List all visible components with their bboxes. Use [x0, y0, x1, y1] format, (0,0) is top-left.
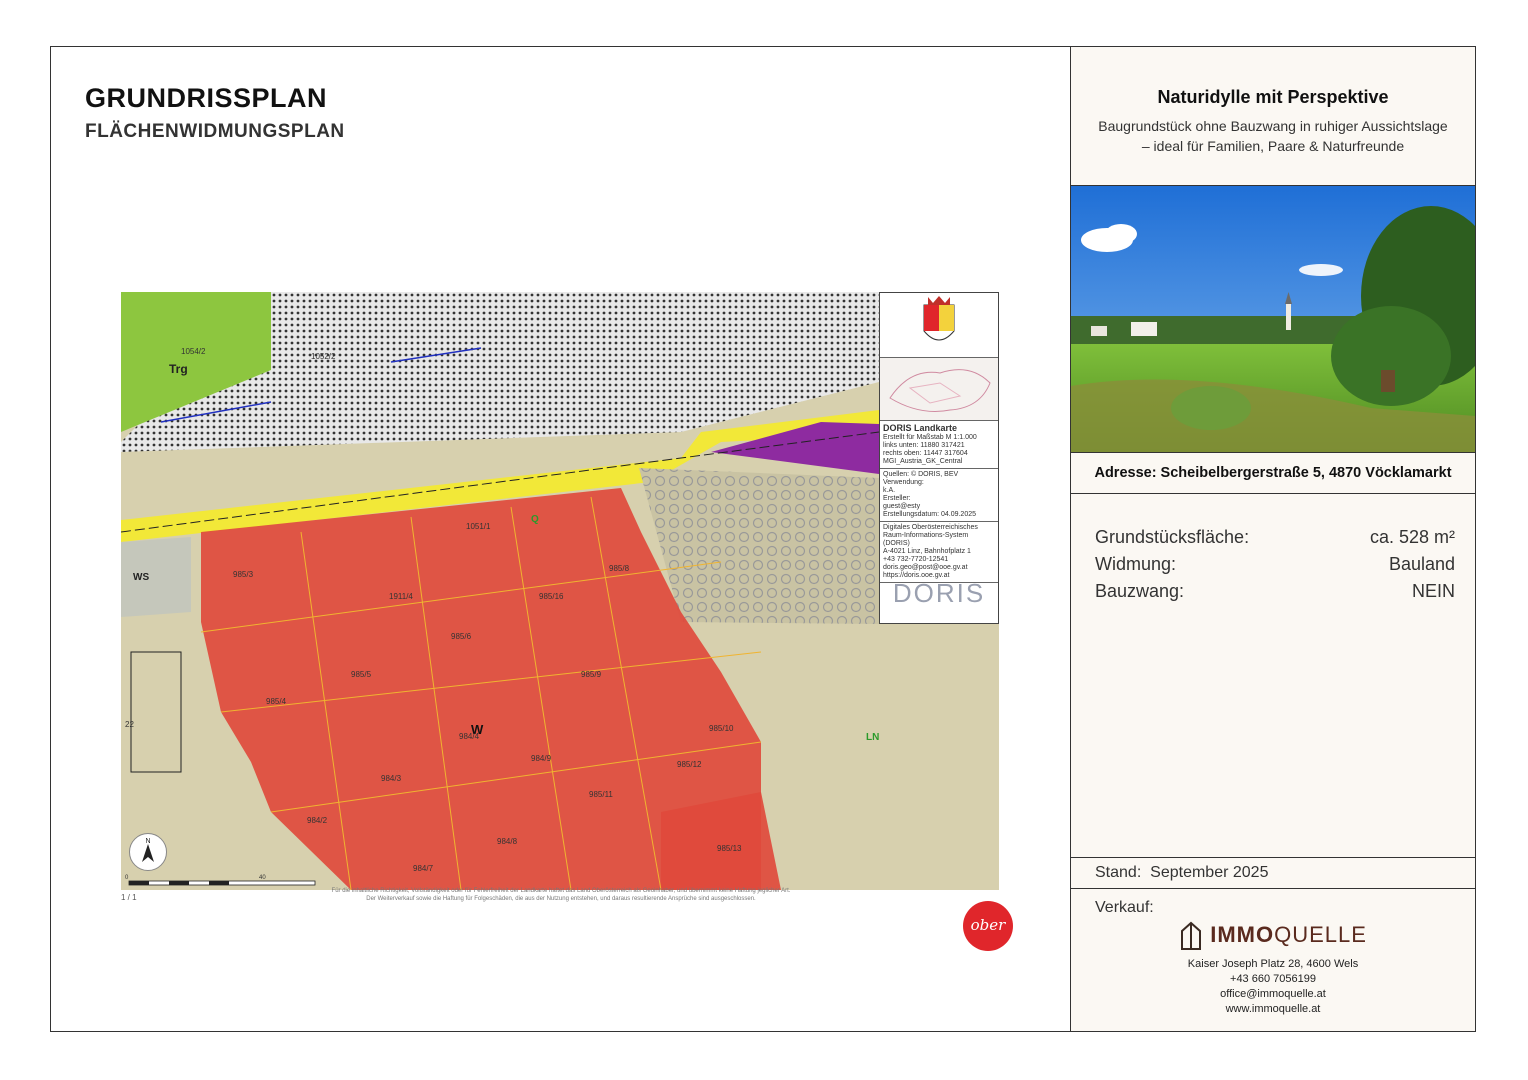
legend-contact-line: https://doris.ooe.gv.at — [883, 572, 950, 579]
ws-zone — [121, 537, 191, 617]
doris-logo-cell — [880, 578, 998, 608]
scale-start: 0 — [125, 875, 129, 881]
legend-info-cell — [880, 421, 998, 469]
legend-contact-line: doris.geo@post@ooe.gv.at — [883, 564, 968, 571]
disclaimer-line: Der Weiterverkauf sowie die Haftung für Folgeschäden, die aus der Nutzung entstehen, und daraus resultierende Ansprüche sind ausgeschlossen. — [366, 896, 756, 902]
listing-panel — [1071, 47, 1475, 1031]
fact-label: Bauzwang: — [1095, 581, 1185, 601]
listing-subtitle-line: Baugrundstück ohne Bauzwang in ruhiger Aussichtslage — [1098, 118, 1448, 134]
overview-map-icon — [880, 358, 998, 418]
agency-contact — [1071, 957, 1475, 1017]
parcel-label: 1054/2 — [181, 347, 206, 356]
brand-rest: QUELLE — [1274, 922, 1367, 947]
page-subtitle: FLÄCHENWIDMUNGSPLAN — [85, 121, 345, 142]
legend-source-line: Verwendung: — [883, 479, 924, 486]
zone-label: Trg — [169, 362, 188, 376]
legend-line: rechts oben: 11447 317604 — [883, 450, 968, 457]
contact-address: Kaiser Joseph Platz 28, 4600 Wels — [1187, 958, 1359, 970]
fact-row — [1095, 551, 1455, 578]
landscape-photo — [1071, 186, 1475, 453]
fact-row — [1095, 578, 1455, 605]
map-legend — [879, 292, 999, 624]
parcel-label: 1052/2 — [311, 352, 336, 361]
brand-bold: IMMO — [1210, 922, 1275, 947]
legend-heading: DORIS Landkarte — [883, 423, 958, 433]
fact-label: Widmung: — [1095, 554, 1177, 574]
legend-source-line: Ersteller: — [883, 495, 911, 502]
scale-bar — [125, 873, 325, 887]
legend-line: links unten: 11880 317421 — [883, 442, 965, 449]
stand-value: September 2025 — [1150, 864, 1269, 881]
listing-subtitle-line: – ideal für Familien, Paare & Naturfreunde — [1141, 138, 1405, 154]
sale-label: Verkauf: — [1095, 899, 1154, 916]
zoning-map[interactable] — [121, 292, 999, 890]
zone-label: LN — [866, 732, 880, 743]
parcel-label: 984/3 — [381, 774, 402, 783]
north-arrow-icon — [130, 834, 166, 870]
legend-source-cell — [880, 469, 998, 522]
agency-logo[interactable] — [1071, 917, 1475, 953]
fact-value: NEIN — [1411, 581, 1455, 601]
house-icon — [1179, 921, 1203, 951]
north-label: N — [145, 838, 151, 845]
parcel-label: 1911/4 — [389, 592, 413, 601]
parcel-label: 985/16 — [539, 592, 564, 601]
map-graphics — [121, 292, 999, 890]
listing-address: Adresse: Scheibelbergerstraße 5, 4870 Vöcklamarkt — [1071, 453, 1475, 494]
disclaimer-line: Für die inhaltliche Richtigkeit, Vollständigkeit oder für Fehlerfreiheit der Landkarte haftet das Land Oberösterreich als Geoinhaber, und übernimmt keine Haftung jeglicher Art. — [331, 888, 791, 894]
legend-contact-cell — [880, 522, 998, 583]
listing-header — [1071, 47, 1475, 186]
fact-row — [1095, 524, 1455, 551]
zone-label: Q — [531, 514, 539, 525]
map-page-number: 1 / 1 — [121, 893, 137, 902]
scale-end: 40 — [259, 875, 266, 881]
parcel-label: 984/2 — [307, 816, 328, 825]
listing-title: Naturidylle mit Perspektive — [1157, 87, 1389, 107]
coat-of-arms-cell — [880, 293, 998, 358]
parcel-label: 985/3 — [233, 570, 254, 579]
parcel-label: 985/4 — [266, 697, 287, 706]
parcel-label: 22 — [125, 720, 134, 729]
overview-map-cell — [880, 358, 998, 421]
legend-source-line: Erstellungsdatum: 04.09.2025 — [883, 511, 977, 518]
parcel-label: 985/10 — [709, 724, 734, 733]
floorplan-panel — [51, 47, 1071, 1031]
parcel-label: 985/6 — [451, 632, 472, 641]
ober-logo: ober — [963, 901, 1013, 951]
legend-contact-line: Raum-Informations-System (DORIS) — [883, 532, 969, 547]
page-frame — [50, 46, 1476, 1032]
fact-list — [1071, 494, 1475, 605]
parcel-label: 985/9 — [581, 670, 602, 679]
parcel-label: 1051/1 — [466, 522, 491, 531]
north-arrow — [129, 833, 167, 871]
parcel-label: 984/9 — [531, 754, 552, 763]
legend-contact-line: A-4021 Linz, Bahnhofplatz 1 — [883, 548, 971, 555]
legend-contact-line: Digitales Oberösterreichisches — [883, 524, 978, 531]
contact-website[interactable]: www.immoquelle.at — [1225, 1003, 1321, 1015]
contact-email[interactable]: office@immoquelle.at — [1220, 988, 1326, 1000]
legend-contact-line: +43 732-7720-12541 — [883, 556, 949, 563]
legend-source-line: guest@esty — [883, 503, 921, 510]
fact-value: Bauland — [1388, 554, 1455, 574]
parcel-label: 985/8 — [609, 564, 630, 573]
legend-source-line: k.A. — [883, 487, 896, 494]
parcel-label: 985/11 — [589, 790, 613, 799]
parcel-label: 984/8 — [497, 837, 518, 846]
agency-block — [1071, 917, 1475, 1017]
doris-logo: DORIS — [892, 578, 986, 608]
legend-source-line: Quellen: © DORIS, BEV — [883, 471, 959, 478]
parcel-label: 985/13 — [717, 844, 742, 853]
parcel-label: 984/7 — [413, 864, 434, 873]
status-date — [1071, 857, 1475, 889]
fact-value: ca. 528 m² — [1369, 527, 1455, 547]
map-disclaimer — [281, 887, 841, 903]
contact-phone[interactable]: +43 660 7056199 — [1230, 973, 1316, 985]
zone-label: W — [471, 722, 484, 737]
parcel-label: 985/5 — [351, 670, 372, 679]
fact-label: Grundstücksfläche: — [1095, 527, 1250, 547]
scale-bar-graphic — [125, 873, 325, 887]
coat-of-arms-icon — [880, 293, 998, 355]
legend-line: MGI_Austria_GK_Central — [883, 458, 963, 465]
stand-label: Stand: — [1095, 864, 1142, 881]
landscape-photo-graphic — [1071, 186, 1475, 452]
parcel-label: 985/12 — [677, 760, 702, 769]
zone-label: WS — [133, 572, 150, 583]
parcel-label: 984/4 — [459, 732, 480, 741]
legend-line: Erstellt für Maßstab M 1:1.000 — [883, 434, 977, 441]
page-title: GRUNDRISSPLAN — [85, 83, 328, 113]
listing-subtitle — [1083, 116, 1463, 156]
